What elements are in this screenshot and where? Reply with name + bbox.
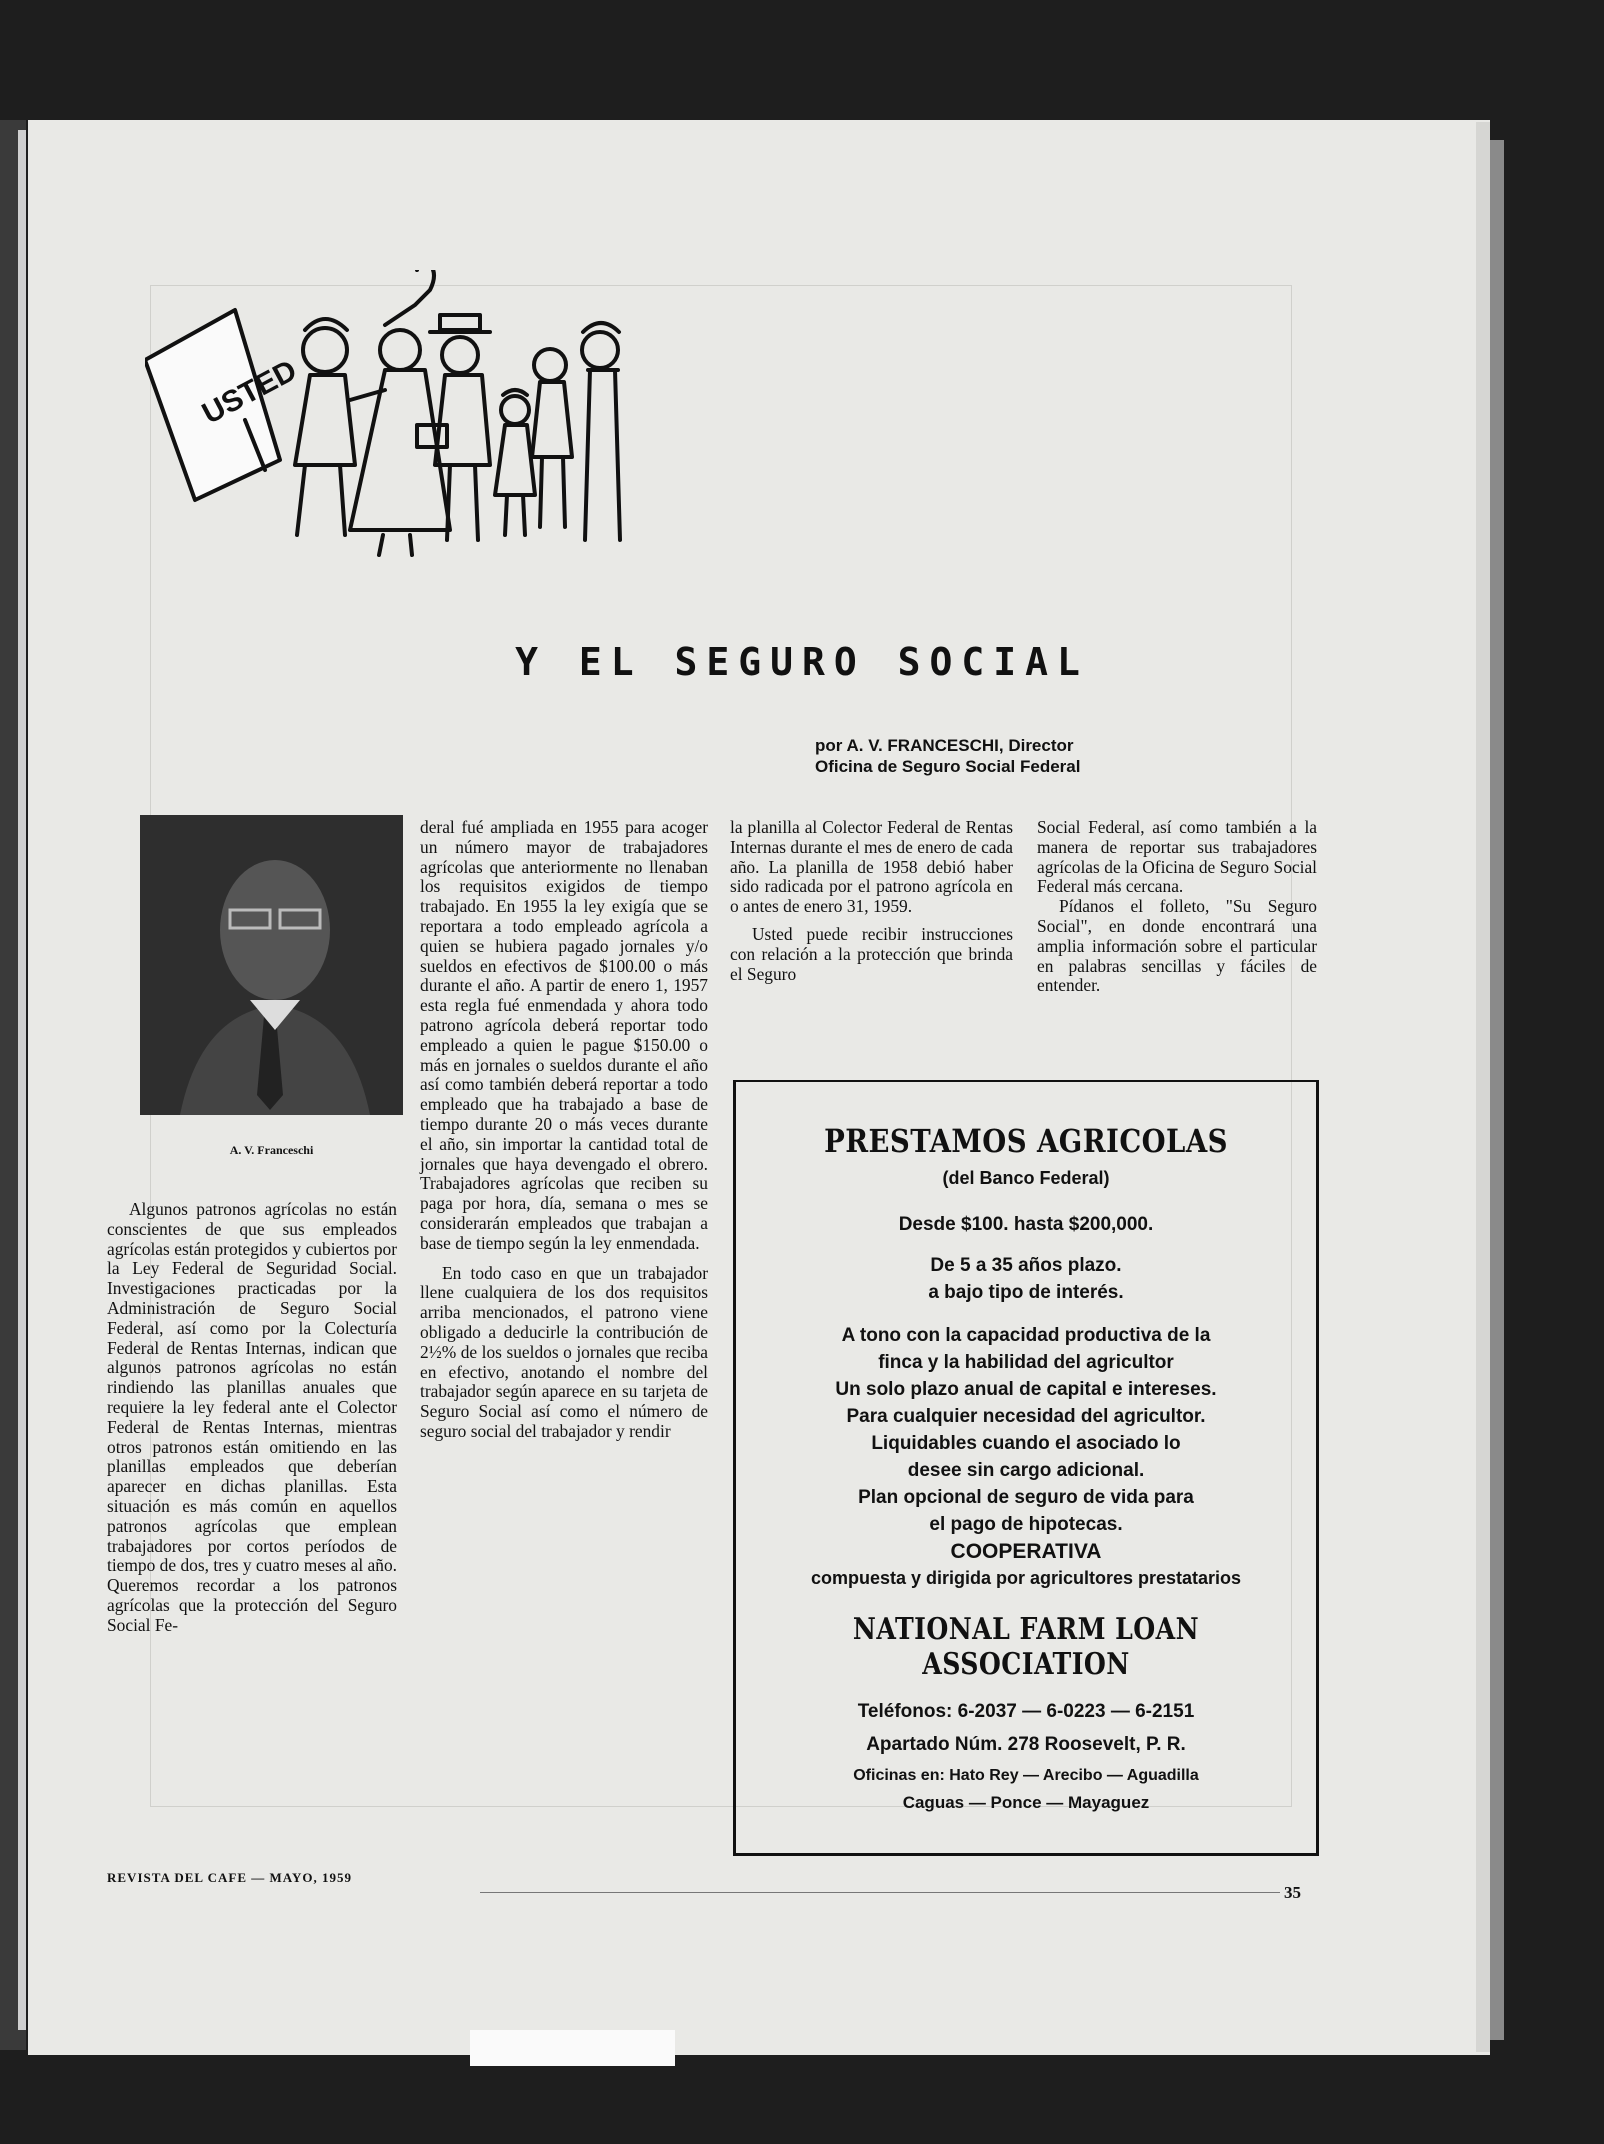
ad-coop: COOPERATIVA: [950, 1540, 1102, 1563]
ad-organization: NATIONAL FARM LOAN ASSOCIATION: [852, 1612, 1200, 1682]
column-3: [730, 818, 1013, 984]
white-label-strip: [470, 2030, 675, 2066]
ad-title: PRESTAMOS AGRICOLAS: [824, 1122, 1228, 1160]
portrait-photo-icon: [140, 815, 403, 1115]
column-1: [107, 1200, 397, 1636]
page-edge: [1476, 122, 1490, 2052]
column-4: [1037, 818, 1317, 996]
ad-line: Para cualquier necesidad del agricultor.: [846, 1406, 1206, 1427]
ad-range: Desde $100. hasta $200,000.: [898, 1214, 1154, 1235]
footer-publication: REVISTA DEL CAFE — MAYO, 1959: [107, 1870, 352, 1885]
ad-line: Liquidables cuando el asociado lo: [871, 1433, 1181, 1454]
footer-rule: [480, 1892, 1280, 1893]
photo-caption: A. V. Franceschi: [229, 1143, 314, 1157]
byline-office: Oficina de Seguro Social Federal: [815, 757, 1081, 776]
page-shadow: [1490, 140, 1504, 2040]
ad-offices-2: Caguas — Ponce — Mayaguez: [902, 1793, 1150, 1812]
ad-term-2: a bajo tipo de interés.: [928, 1282, 1124, 1303]
ad-coop-sub: compuesta y dirigida por agricultores prestatarios: [810, 1568, 1242, 1588]
ad-line: finca y la habilidad del agricultor: [878, 1352, 1174, 1373]
ad-phones: Teléfonos: 6-2037 — 6-0223 — 6-2151: [857, 1701, 1195, 1722]
article-title: Y EL SEGURO SOCIAL: [515, 640, 1089, 684]
ad-line: Un solo plazo anual de capital e intereses.: [835, 1379, 1217, 1400]
paragraph: En todo caso en que un trabajador llene cualquiera de los dos requisitos arriba mencionados, el patrono viene obligado a deducirle la contribución de 2½% de los sueldos o jornales que reciba en efectivo, anotando el nombre del trabajador según aparece en su tarjeta de Seguro Social así como el número de seguro social del trabajador y rendir: [420, 1262, 708, 1441]
page-number: 35: [1284, 1883, 1301, 1902]
ad-offices-1: Oficinas en: Hato Rey — Arecibo — Aguadilla: [853, 1767, 1199, 1784]
ad-line: Plan opcional de seguro de vida para: [858, 1487, 1194, 1508]
ad-address: Apartado Núm. 278 Roosevelt, P. R.: [866, 1734, 1186, 1755]
paragraph: la planilla al Colector Federal de Rentas Internas durante el mes de enero de cada año. La planilla de 1958 debió haber sido radicada por el patrono agrícola en o antes de enero 31, 1959.: [730, 817, 1013, 917]
ad-term-1: De 5 a 35 años plazo.: [930, 1255, 1122, 1276]
paragraph: Usted puede recibir instrucciones con relación a la protección que brinda el Seguro: [730, 923, 1013, 984]
paragraph: Social Federal, así como también a la manera de reportar sus trabajadores agrícolas de la Oficina de Seguro Social Federal más cercana.: [1037, 817, 1317, 897]
loan-advertisement: [733, 1080, 1319, 1856]
ad-line: el pago de hipotecas.: [929, 1514, 1123, 1535]
column-2: [420, 818, 708, 1442]
family-cartoon-icon: [145, 270, 665, 570]
byline-author: por A. V. FRANCESCHI, Director: [815, 736, 1074, 755]
spine-edge: [18, 130, 26, 2030]
ad-subtitle: (del Banco Federal): [942, 1168, 1110, 1188]
ad-line: desee sin cargo adicional.: [907, 1460, 1145, 1481]
ad-line: A tono con la capacidad productiva de la: [841, 1325, 1211, 1346]
paragraph: Algunos patronos agrícolas no están conscientes de que sus empleados agrícolas están protegidos y cubiertos por la Ley Federal de Seguridad Social. Investigaciones practicadas por la Administración de Seguro Social Federal, así como por la Colecturía Federal de Rentas Internas, indican que algunos patronos agrícolas no están rindiendo las planillas anuales que requiere la ley federal ante el Colector Federal de Rentas Internas, mientras otros patronos están omitiendo en las planillas empleados que deberían aparecer en dichas planillas. Esta situación es más común en aquellos patronos agrícolas que emplean trabajadores por cortos períodos de tiempo de dos, tres y cuatro meses al año. Queremos recordar a los patronos agrícolas que la protección del Seguro Social Fe-: [107, 1199, 397, 1635]
paragraph: Pídanos el folleto, "Su Seguro Social", en donde encontrará una amplia información sobre el particular en palabras sencillas y fáciles de entender.: [1037, 896, 1317, 996]
paragraph: deral fué ampliada en 1955 para acoger un número mayor de trabajadores agrícolas que anteriormente no llenaban los requisitos exigidos de tiempo trabajado. En 1955 la ley exigía que se reportara a todo empleado agrícola a quien se hubiera pagado jornales y/o sueldos en efectivos de $100.00 o más durante el año. A partir de enero 1, 1957 esta regla fué enmendada y ahora todo patrono agrícola deberá reportar todo empleado a quien le pague $150.00 o más en jornales o sueldos durante el año así como también deberá reportar a todo empleado que ha trabajado a base de tiempo durante 20 o más veces durante el año, sin importar la cantidad total de jornales que haya devengado el obrero. Trabajadores agrícolas que reciben su paga por hora, día, semana o mes se considerarán empleados que trabajan a base de tiempo según la ley enmendada.: [420, 817, 708, 1253]
sign-text: USTED: [196, 353, 303, 431]
byline: [815, 735, 1275, 777]
